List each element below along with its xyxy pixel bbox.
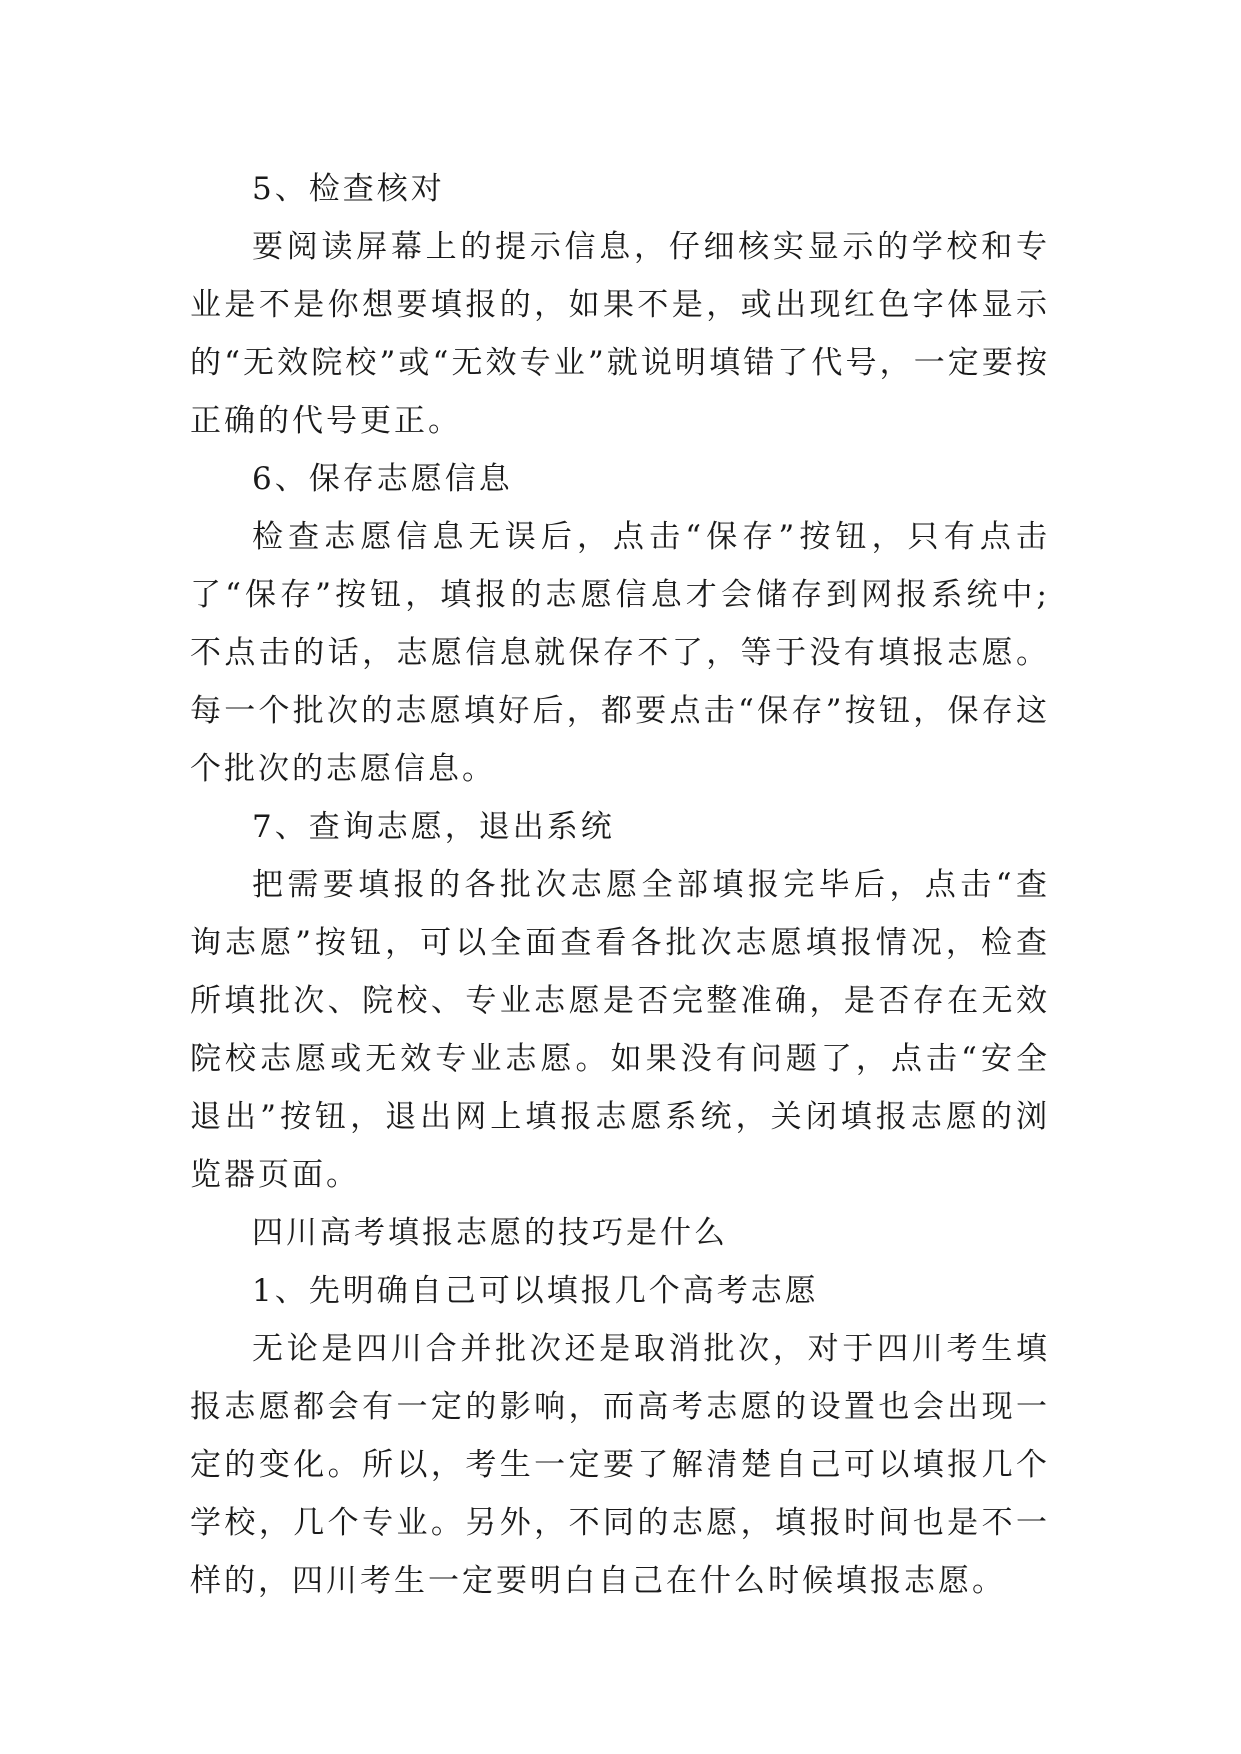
- paragraph-save: 检查志愿信息无误后，点击“保存”按钮，只有点击了“保存”按钮，填报的志愿信息才会储存到网报系统中;不点击的话，志愿信息就保存不了，等于没有填报志愿。每一个批次的志愿填好后，都要点击“保存”按钮，保存这个批次的志愿信息。: [190, 519, 1050, 787]
- section-heading-query-exit: 7、查询志愿，退出系统: [252, 809, 615, 845]
- document-body: [190, 160, 1050, 1610]
- paragraph-tip-1: 无论是四川合并批次还是取消批次，对于四川考生填报志愿都会有一定的影响，而高考志愿的设置也会出现一定的变化。所以，考生一定要了解清楚自己可以填报几个学校，几个专业。另外，不同的志愿，填报时间也是不一样的，四川考生一定要明白自己在什么时候填报志愿。: [190, 1331, 1050, 1599]
- section-heading-check: 5、检查核对: [252, 171, 445, 207]
- section-heading-tips: 四川高考填报志愿的技巧是什么: [252, 1215, 728, 1251]
- section-heading-save: 6、保存志愿信息: [252, 461, 513, 497]
- section-heading-tip-1: 1、先明确自己可以填报几个高考志愿: [252, 1273, 819, 1309]
- paragraph-query-exit: 把需要填报的各批次志愿全部填报完毕后，点击“查询志愿”按钮，可以全面查看各批次志愿填报情况，检查所填批次、院校、专业志愿是否完整准确，是否存在无效院校志愿或无效专业志愿。如果没有问题了，点击“安全退出”按钮，退出网上填报志愿系统，关闭填报志愿的浏览器页面。: [190, 867, 1050, 1193]
- paragraph-check: 要阅读屏幕上的提示信息，仔细核实显示的学校和专业是不是你想要填报的，如果不是，或出现红色字体显示的“无效院校”或“无效专业”就说明填错了代号，一定要按正确的代号更正。: [190, 229, 1050, 439]
